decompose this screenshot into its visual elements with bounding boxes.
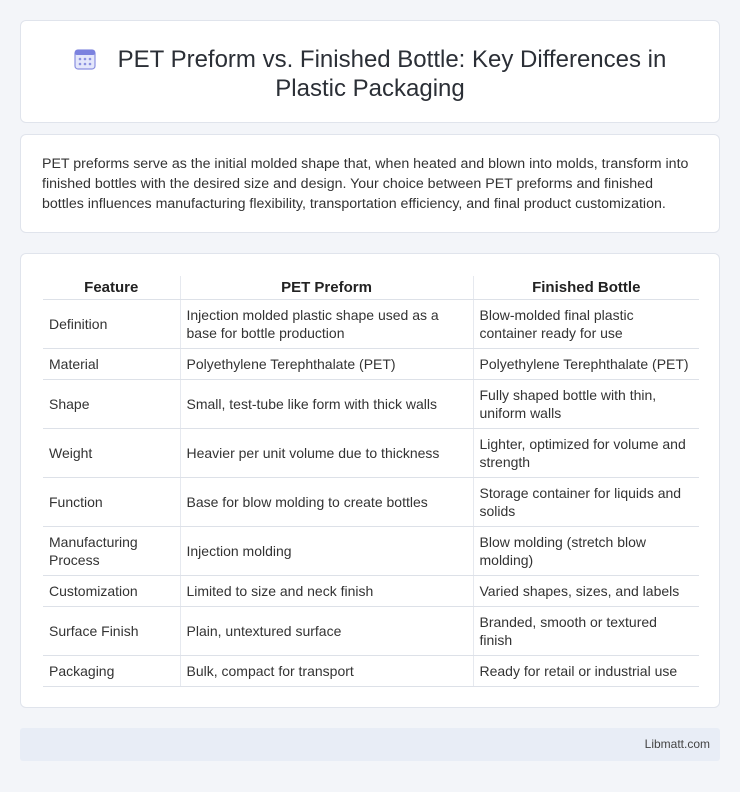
header-feature: Feature: [43, 276, 180, 299]
bottle-cell: Ready for retail or industrial use: [473, 655, 699, 686]
table-row: [43, 299, 699, 348]
feature-cell: Shape: [43, 379, 180, 428]
footer-brand: Libmatt.com: [644, 737, 710, 751]
table-row: [43, 428, 699, 477]
comparison-table: [43, 276, 699, 687]
intro-paragraph: PET preforms serve as the initial molded shape that, when heated and blown into molds, transform into finished bottles with the desired size and design. Your choice between PET preforms and finished bottles influences manufacturing flexibility, transportation efficiency, and final product customization.: [42, 156, 689, 212]
table-row: [43, 526, 699, 575]
page-title: PET Preform vs. Finished Bottle: Key Differences in Plastic Packaging: [117, 46, 667, 102]
bottle-cell: Fully shaped bottle with thin, uniform walls: [473, 379, 699, 428]
preform-cell: Small, test-tube like form with thick walls: [180, 379, 473, 428]
bottle-cell: Blow-molded final plastic container ready for use: [473, 299, 699, 348]
table-row: [43, 379, 699, 428]
feature-cell: Function: [43, 477, 180, 526]
feature-cell: Weight: [43, 428, 180, 477]
bottle-cell: Storage container for liquids and solids: [473, 477, 699, 526]
footer: [20, 728, 720, 761]
preform-cell: Injection molding: [180, 526, 473, 575]
feature-cell: Material: [43, 348, 180, 379]
feature-cell: Manufacturing Process: [43, 526, 180, 575]
calendar-icon: [74, 48, 96, 70]
bottle-cell: Lighter, optimized for volume and strength: [473, 428, 699, 477]
header-finished-bottle: Finished Bottle: [473, 276, 699, 299]
preform-cell: Limited to size and neck finish: [180, 575, 473, 606]
bottle-cell: Blow molding (stretch blow molding): [473, 526, 699, 575]
table-row: [43, 575, 699, 606]
bottle-cell: Varied shapes, sizes, and labels: [473, 575, 699, 606]
table-row: [43, 477, 699, 526]
header-pet-preform: PET Preform: [180, 276, 473, 299]
table-row: [43, 348, 699, 379]
preform-cell: Bulk, compact for transport: [180, 655, 473, 686]
title-card: [20, 20, 720, 123]
intro-card: [20, 134, 720, 233]
bottle-cell: Polyethylene Terephthalate (PET): [473, 348, 699, 379]
feature-cell: Surface Finish: [43, 606, 180, 655]
table-row: [43, 655, 699, 686]
feature-cell: Packaging: [43, 655, 180, 686]
bottle-cell: Branded, smooth or textured finish: [473, 606, 699, 655]
feature-cell: Definition: [43, 299, 180, 348]
preform-cell: Polyethylene Terephthalate (PET): [180, 348, 473, 379]
comparison-card: [20, 253, 720, 708]
table-header-row: [43, 276, 699, 299]
preform-cell: Plain, untextured surface: [180, 606, 473, 655]
preform-cell: Injection molded plastic shape used as a base for bottle production: [180, 299, 473, 348]
page-title-wrap: [21, 45, 719, 103]
feature-cell: Customization: [43, 575, 180, 606]
table-row: [43, 606, 699, 655]
preform-cell: Heavier per unit volume due to thickness: [180, 428, 473, 477]
preform-cell: Base for blow molding to create bottles: [180, 477, 473, 526]
